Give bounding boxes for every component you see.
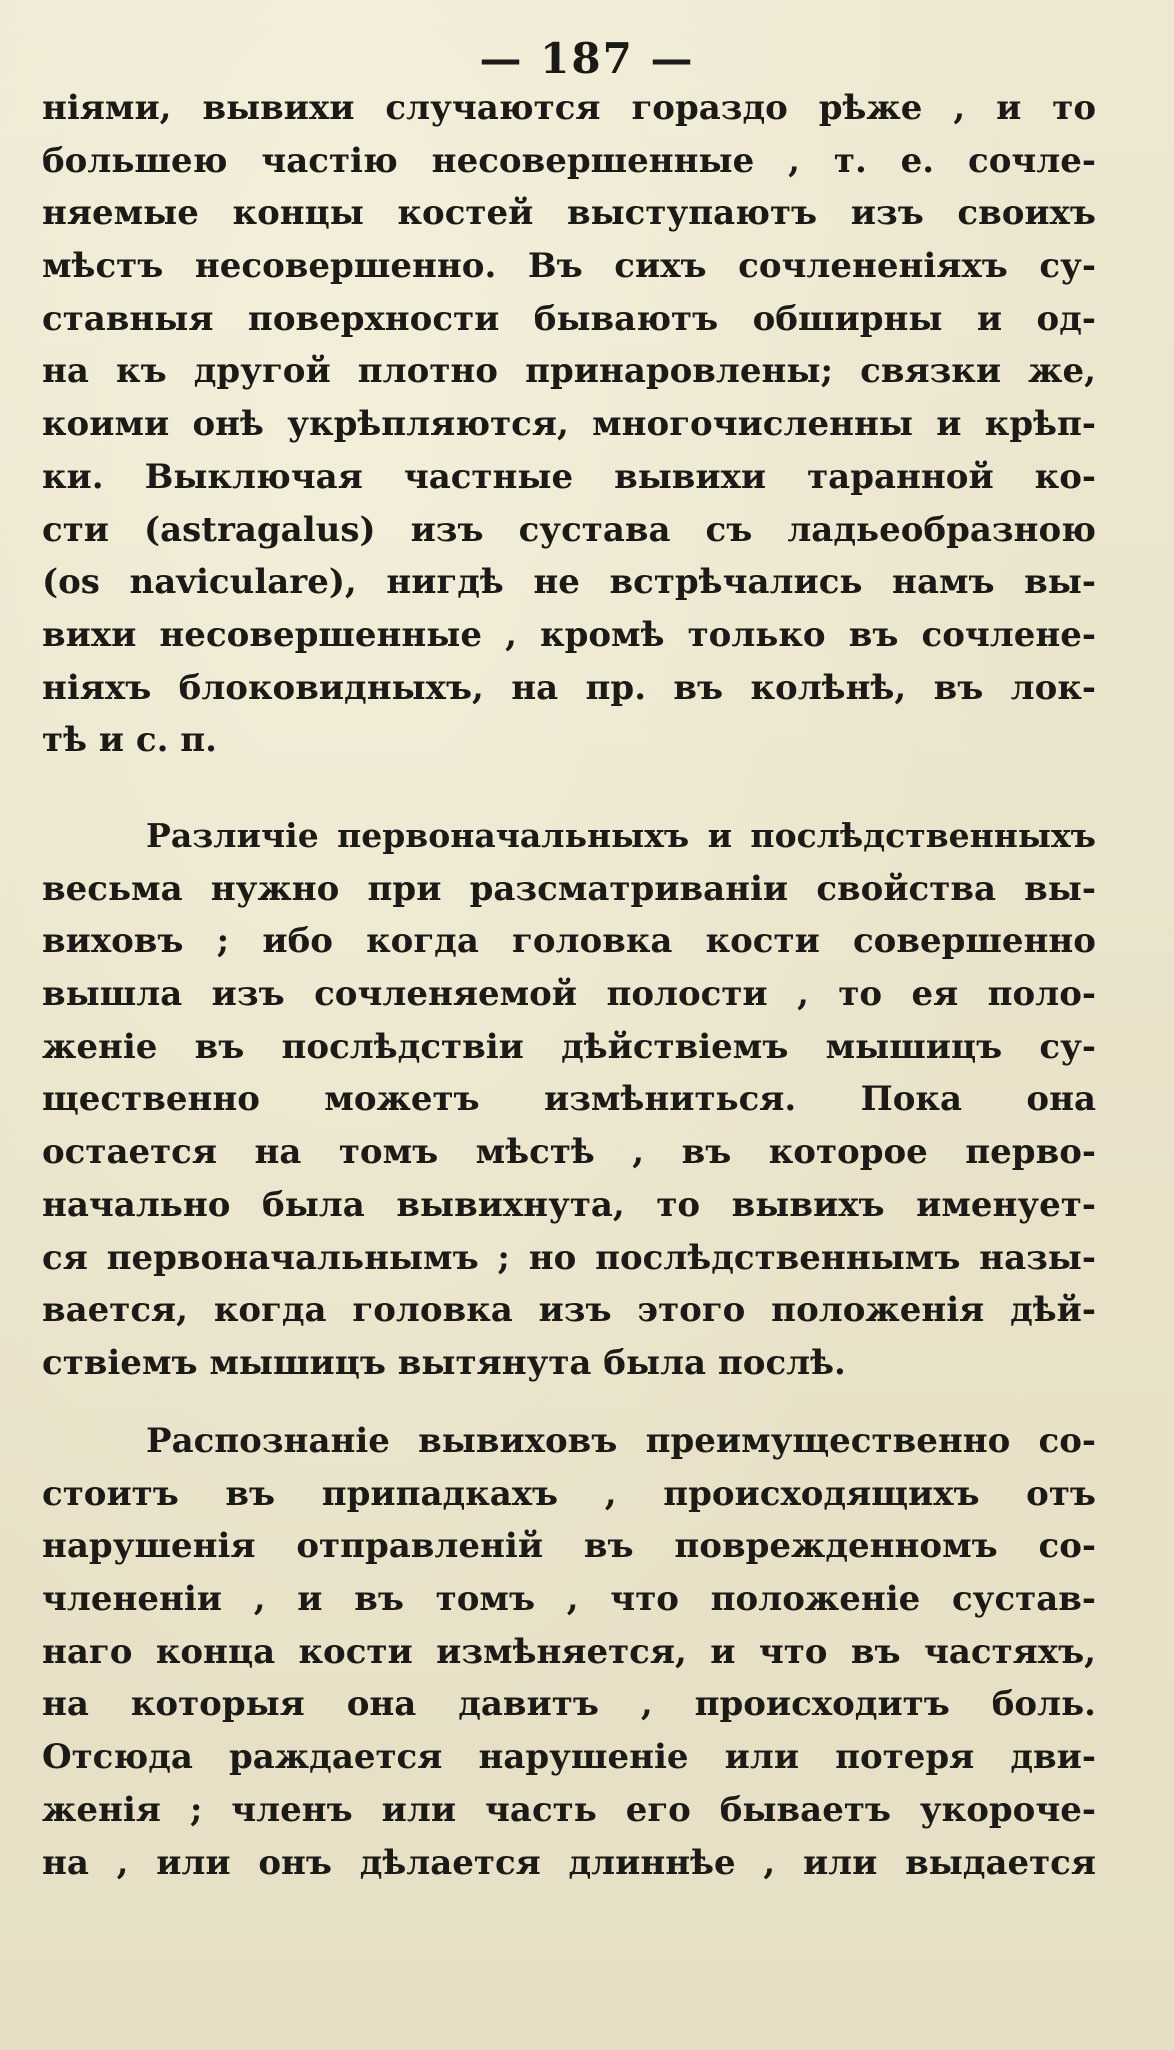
text-line: вается, когда головка изъ этого положенія дѣй- [42, 1290, 1096, 1331]
text-line: остается на томъ мѣстѣ , въ которое перво- [42, 1132, 1096, 1173]
text-line: наго конца кости измѣняется, и что въ частяхъ, [42, 1631, 1096, 1672]
text-line: на которыя она давитъ , происходитъ боль. [42, 1684, 1096, 1725]
text-line: женія ; членъ или часть его бываетъ укороче- [42, 1789, 1096, 1830]
text-line: нарушенія отправленій въ поврежденномъ со- [42, 1526, 1096, 1567]
paragraph-1 [42, 82, 1096, 767]
text-line: Отсюда раждается нарушеніе или потеря дви- [42, 1737, 1096, 1778]
text-line: Распознаніе вывиховъ преимущественно со- [146, 1421, 1096, 1461]
text-line: стоитъ въ припадкахъ , происходящихъ отъ [42, 1473, 1096, 1514]
text-line: весьма нужно при разсматриваніи свойства вы- [42, 868, 1096, 909]
text-line: няемые концы костей выступаютъ изъ своихъ [42, 193, 1096, 234]
text-line: ся первоначальнымъ ; но послѣдственнымъ назы- [42, 1237, 1096, 1278]
text-line: начально была вывихнута, то вывихъ именует- [42, 1184, 1096, 1225]
text-line: (os naviculare), нигдѣ не встрѣчались намъ вы- [42, 562, 1096, 603]
text-line: на къ другой плотно принаровлены; связки же, [42, 351, 1096, 392]
text-line: женіе въ послѣдствіи дѣйствіемъ мышицъ су- [42, 1026, 1096, 1067]
text-line: Различіе первоначальныхъ и послѣдственныхъ [146, 816, 1096, 855]
paragraph-3 [42, 1415, 1096, 1889]
text-line: ки. Выключая частные вывихи таранной ко- [42, 456, 1096, 497]
text-line: вихи несовершенные , кромѣ только въ сочлене- [42, 614, 1096, 655]
text-line: ставныя поверхности бываютъ обширны и од- [42, 298, 1096, 339]
text-line: мѣстъ несовершенно. Въ сихъ сочлененіяхъ су- [42, 246, 1096, 287]
text-line: виховъ ; ибо когда головка кости совершенно [42, 921, 1096, 962]
text-line: большею частію несовершенные , т. е. сочле- [42, 140, 1096, 181]
text-line: члененіи , и въ томъ , что положеніе сустав- [42, 1579, 1096, 1620]
text-line: ніяхъ блоковидныхъ, на пр. въ колѣнѣ, въ лок- [42, 667, 1096, 708]
text-line: вышла изъ сочленяемой полости , то ея поло- [42, 974, 1096, 1015]
text-line: сти (astragalus) изъ сустава съ ладьеобразною [42, 509, 1096, 550]
text-line: на , или онъ дѣлается длиннѣе , или выдается [42, 1842, 1096, 1883]
text-line: коими онѣ укрѣпляются, многочисленны и крѣп- [42, 404, 1096, 445]
text-line: ніями, вывихи случаются гораздо рѣже , и то [42, 88, 1096, 128]
paragraph-2 [42, 810, 1096, 1390]
text-line: тѣ и с. п. [42, 720, 217, 761]
page-number: — 187 — [479, 34, 695, 83]
text-line: ствіемъ мышицъ вытянута была послѣ. [42, 1342, 846, 1383]
text-line: щественно можетъ измѣниться. Пока она [42, 1079, 1096, 1120]
